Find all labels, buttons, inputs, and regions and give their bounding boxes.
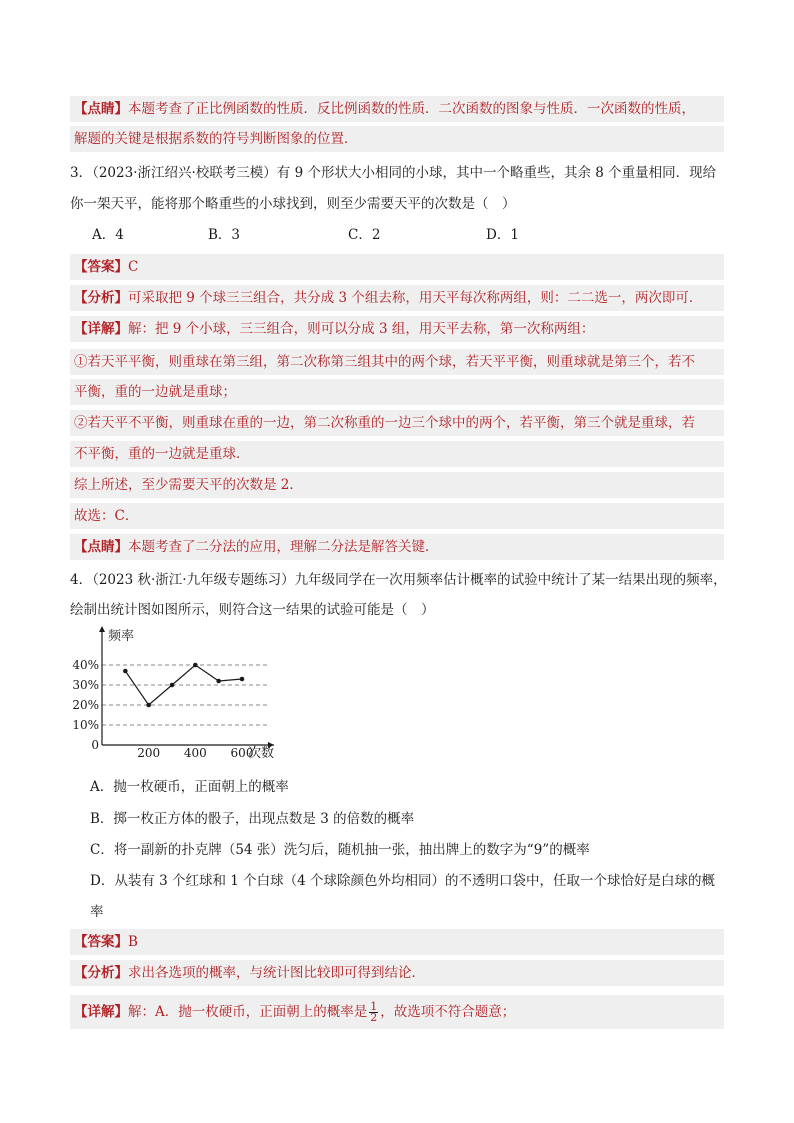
y-tick-label: 0 <box>91 738 99 752</box>
data-point <box>216 679 221 684</box>
detail-tag: 【详解】 <box>74 321 128 337</box>
detail-text: 解：A．抛一枚硬币，正面朝上的概率是 <box>128 1004 368 1020</box>
answer-tag: 【答案】 <box>74 934 128 950</box>
analysis-text: 可采取把 9 个球三三组合，共分成 3 个组去称，用天平每次称两组，则：二二选一，两次即可． <box>128 290 703 306</box>
q3-option-b: B．3 <box>208 227 241 243</box>
detail-text: 解：把 9 个小球，三三组合，则可以分成 3 组，用天平去称，第一次称两组： <box>128 321 595 337</box>
analysis-tag: 【分析】 <box>74 965 128 981</box>
analysis-text: 求出各选项的概率，与统计图比较即可得到结论． <box>128 965 425 981</box>
data-point <box>170 683 175 688</box>
q3-dianjing <box>70 534 724 560</box>
data-point <box>123 669 128 674</box>
data-point <box>193 663 198 668</box>
q4-detail-line1 <box>70 995 724 1029</box>
x-tick-label: 400 <box>183 746 207 760</box>
q3-option-a: A．4 <box>92 227 124 243</box>
q4-option-d-cont: 率 <box>90 904 104 920</box>
answer-value: B <box>128 934 138 950</box>
fraction-denominator: 2 <box>370 1011 378 1024</box>
dianjing-tag: 【点睛】 <box>74 539 128 555</box>
y-tick-label: 40% <box>72 658 99 672</box>
q4-answer <box>70 929 724 955</box>
q3-detail-line4: ②若天平不平衡，则重球在重的一边，第二次称重的一边三个球中的两个，若平衡，第三个就是重球，若 <box>70 410 724 436</box>
dianjing-block-prev <box>70 96 724 122</box>
q4-analysis <box>70 960 724 986</box>
x-axis-label: 次数 <box>248 746 275 761</box>
y-axis-arrow <box>99 626 105 632</box>
y-tick-label: 20% <box>72 698 99 712</box>
y-tick-label: 30% <box>72 678 99 692</box>
dianjing-text: 本题考查了正比例函数的性质．反比例函数的性质．二次函数的图象与性质．一次函数的性质， <box>128 101 695 117</box>
frequency-line-chart <box>72 620 300 765</box>
q3-stem-line2: 你一架天平，能将那个略重些的小球找到，则至少需要天平的次数是（ ） <box>70 196 516 212</box>
q4-option-d: D．从装有 3 个红球和 1 个白球（4 个球除颜色外均相同）的不透明口袋中，任取一个球恰好是白球的概 <box>90 873 716 889</box>
fraction-numerator: 1 <box>370 1000 378 1013</box>
answer-value: C <box>128 259 139 275</box>
y-axis-label: 频率 <box>108 629 135 644</box>
q3-analysis <box>70 285 724 311</box>
q3-detail-line5: 不平衡，重的一边就是重球． <box>70 441 724 467</box>
q3-detail-line3: 平衡，重的一边就是重球； <box>70 379 724 405</box>
dianjing-block-prev-line2 <box>70 126 724 152</box>
q3-stem-line1: 3．（2023·浙江绍兴·校联考三模）有 9 个形状大小相同的小球，其中一个略重些，其余 8 个重量相同．现给 <box>70 165 717 181</box>
q4-stem-line2: 绘制出统计图如图所示，则符合这一结果的试验可能是（ ） <box>70 602 435 618</box>
x-tick-label: 200 <box>137 746 161 760</box>
q4-option-a: A．抛一枚硬币，正面朝上的概率 <box>90 779 289 795</box>
q3-option-c: C．2 <box>348 227 381 243</box>
q3-detail-line7: 故选：C． <box>70 503 724 529</box>
fraction-one-half <box>369 1002 378 1023</box>
q4-option-c: C．将一副新的扑克牌（54 张）洗匀后，随机抽一张，抽出牌上的数字为“9”的概率 <box>90 842 590 858</box>
answer-tag: 【答案】 <box>74 259 128 275</box>
q3-option-d: D．1 <box>486 227 519 243</box>
dianjing-text: 本题考查了二分法的应用，理解二分法是解答关键． <box>128 539 439 555</box>
data-point <box>146 703 151 708</box>
detail-tag: 【详解】 <box>74 1004 128 1020</box>
q3-detail-line2: ①若天平平衡，则重球在第三组，第二次称第三组其中的两个球，若天平平衡，则重球就是第三个，若不 <box>70 349 724 375</box>
x-tick-label: 600 <box>230 746 254 760</box>
dianjing-text-line2: 解题的关键是根据系数的符号判断图象的位置． <box>74 131 358 147</box>
y-tick-label: 10% <box>72 718 99 732</box>
q3-detail-line6: 综上所述，至少需要天平的次数是 2． <box>70 472 724 498</box>
detail-text-after: ，故选项不符合题意； <box>380 1004 516 1020</box>
q3-detail-line1 <box>70 316 724 342</box>
q4-stem-line1: 4．（2023 秋·浙江·九年级专题练习）九年级同学在一次用频率估计概率的试验中统计了某一结果出现的频率， <box>70 572 727 588</box>
data-point <box>240 677 245 682</box>
analysis-tag: 【分析】 <box>74 290 128 306</box>
q4-option-b: B．掷一枚正方体的骰子，出现点数是 3 的倍数的概率 <box>90 811 415 827</box>
dianjing-tag: 【点睛】 <box>74 101 128 117</box>
q3-answer <box>70 254 724 280</box>
